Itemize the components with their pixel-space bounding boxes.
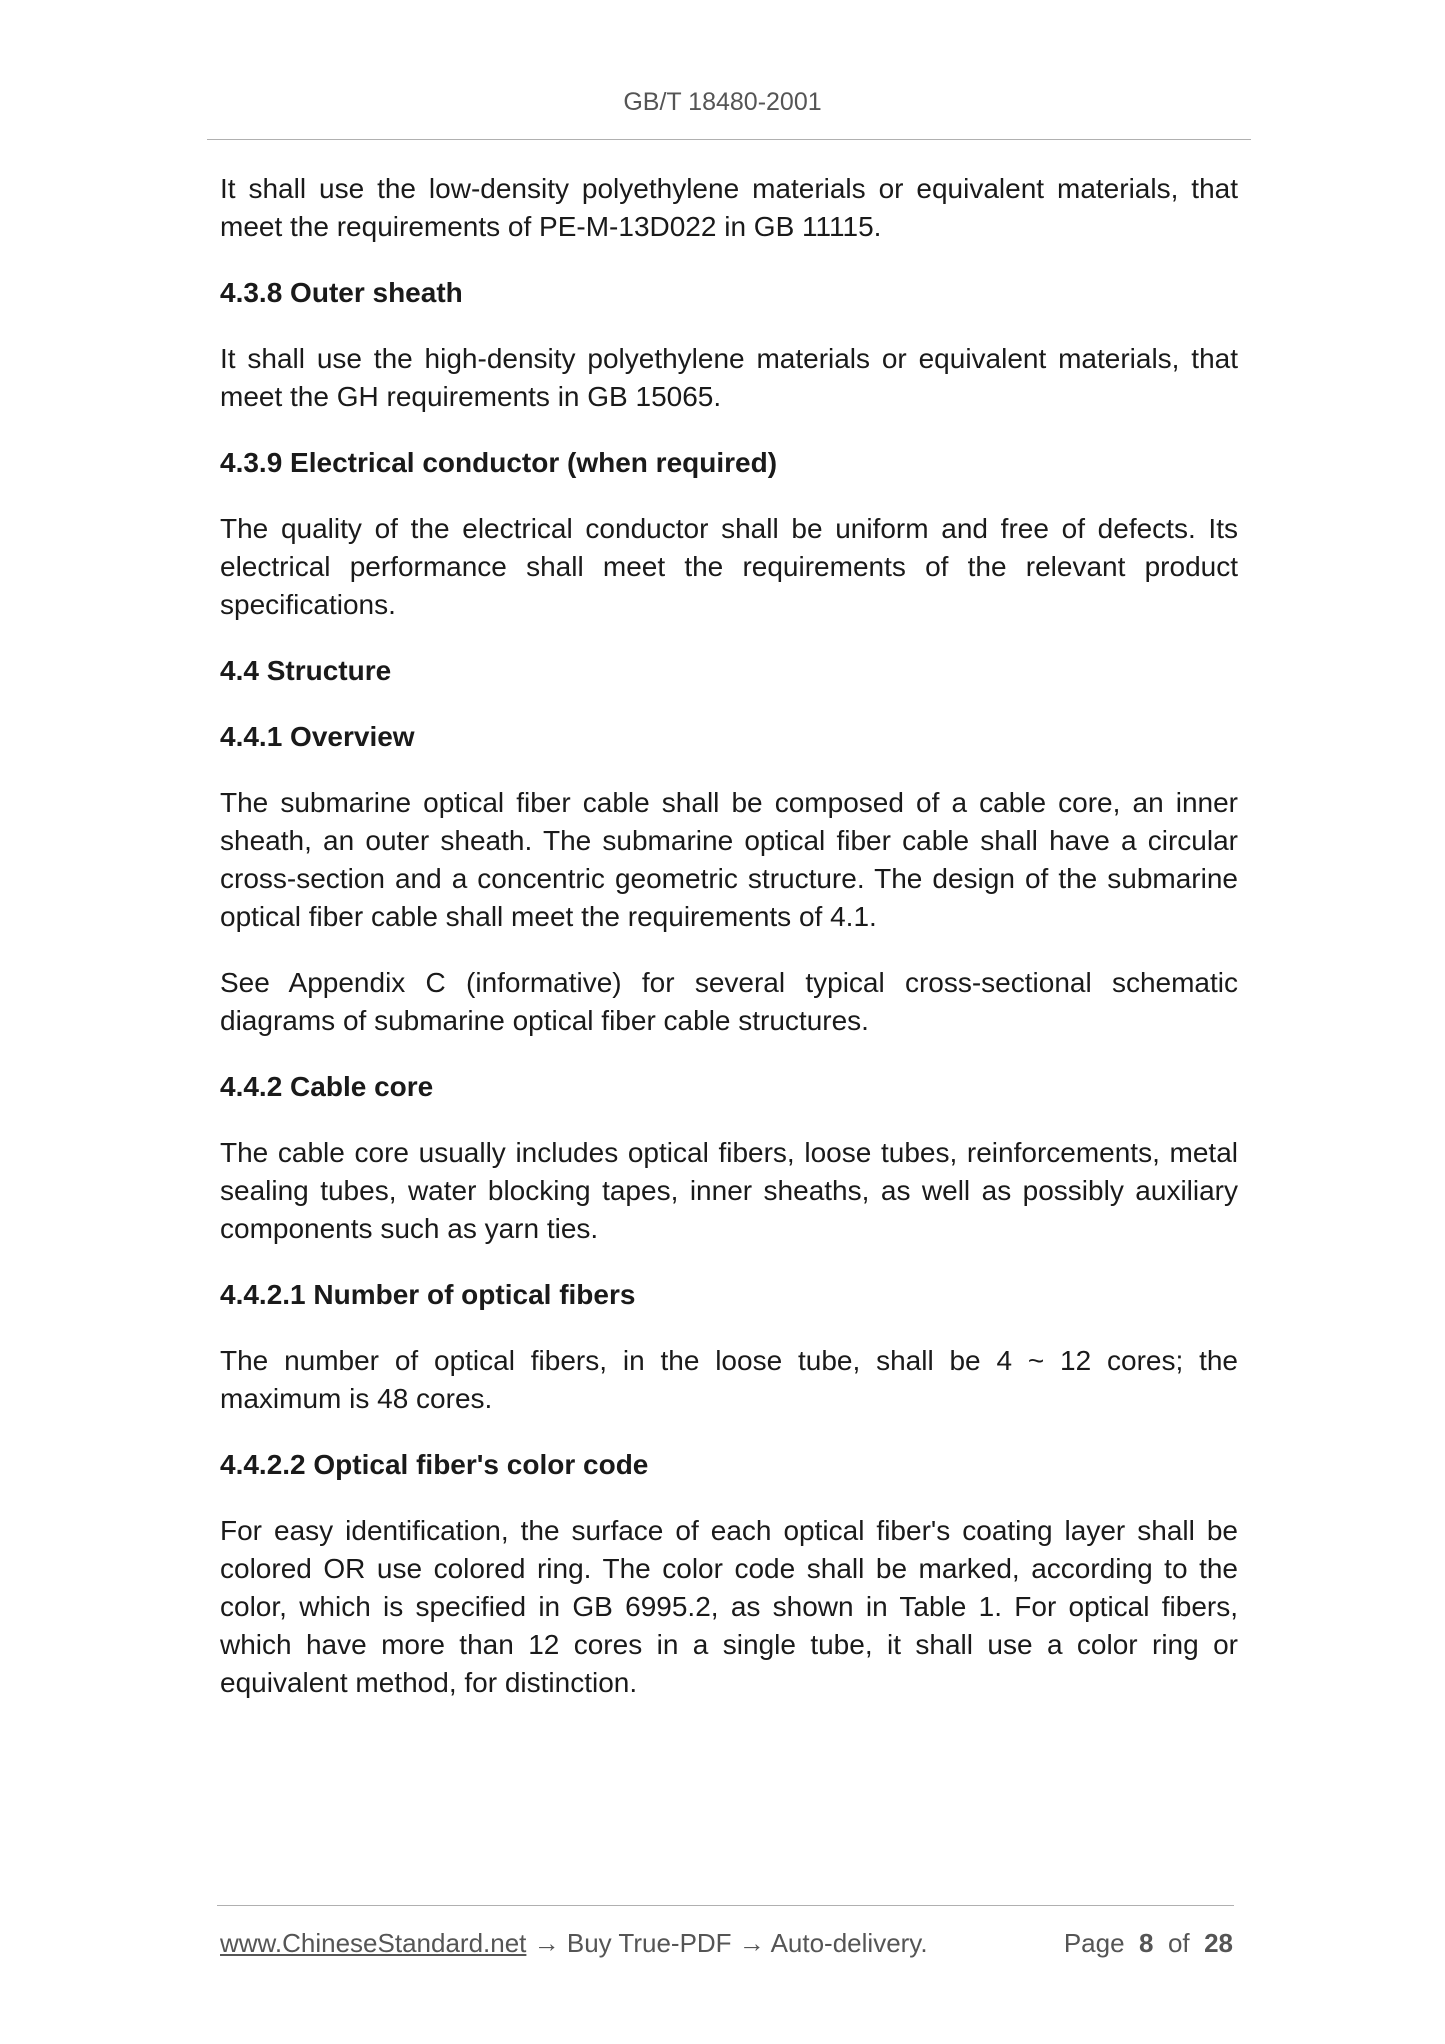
section-heading: 4.4.2.1 Number of optical fibers bbox=[220, 1279, 636, 1310]
footer-divider bbox=[217, 1905, 1234, 1906]
section-heading: 4.3.8 Outer sheath bbox=[220, 277, 463, 308]
page-label: Page bbox=[1063, 1928, 1125, 1958]
paragraph: For easy identification, the surface of each optical fiber's coating layer shall be colored OR use colored ring. The color code shall be marked, according to the color, which is specified in GB 6995.2, as shown in Table 1. For optical fibers, which have more than 12 cores in a single tube, it shall use a color ring or equivalent method, for distinction. bbox=[220, 1515, 1238, 1698]
page-indicator bbox=[1064, 1925, 1233, 1961]
paragraph: See Appendix C (informative) for several typical cross-sectional schematic diagrams of submarine optical fiber cable structures. bbox=[220, 967, 1238, 1036]
section-heading: 4.3.9 Electrical conductor (when required) bbox=[220, 447, 778, 478]
website-link[interactable]: www.ChineseStandard.net bbox=[220, 1928, 527, 1958]
paragraph: The number of optical fibers, in the loose tube, shall be 4 ~ 12 cores; the maximum is 48 cores. bbox=[220, 1345, 1238, 1414]
page-total: 28 bbox=[1204, 1928, 1233, 1958]
document-body bbox=[220, 170, 1238, 1730]
page-of-label: of bbox=[1167, 1928, 1190, 1958]
document-header-title: GB/T 18480-2001 bbox=[623, 88, 822, 116]
page-current: 8 bbox=[1139, 1928, 1154, 1958]
section-heading: 4.4.1 Overview bbox=[220, 721, 415, 752]
footer-promo bbox=[220, 1925, 928, 1961]
paragraph: It shall use the high-density polyethylene materials or equivalent materials, that meet the GH requirements in GB 15065. bbox=[220, 343, 1238, 412]
section-heading: 4.4.2.2 Optical fiber's color code bbox=[220, 1449, 649, 1480]
section-heading: 4.4 Structure bbox=[220, 655, 392, 686]
header-divider bbox=[207, 139, 1251, 140]
footer-promo-text: → Buy True-PDF → Auto-delivery. bbox=[526, 1928, 928, 1958]
section-heading: 4.4.2 Cable core bbox=[220, 1071, 434, 1102]
paragraph: The cable core usually includes optical fibers, loose tubes, reinforcements, metal sealing tubes, water blocking tapes, inner sheaths, as well as possibly auxiliary components such as yarn ties. bbox=[220, 1137, 1238, 1244]
paragraph: It shall use the low-density polyethylene materials or equivalent materials, that meet the requirements of PE-M-13D022 in GB 11115. bbox=[220, 173, 1238, 242]
paragraph: The submarine optical fiber cable shall be composed of a cable core, an inner sheath, an outer sheath. The submarine optical fiber cable shall have a circular cross-section and a concentric geometric structure. The design of the submarine optical fiber cable shall meet the requirements of 4.1. bbox=[220, 787, 1238, 932]
paragraph: The quality of the electrical conductor shall be uniform and free of defects. Its electrical performance shall meet the requirements of the relevant product specifications. bbox=[220, 513, 1238, 620]
